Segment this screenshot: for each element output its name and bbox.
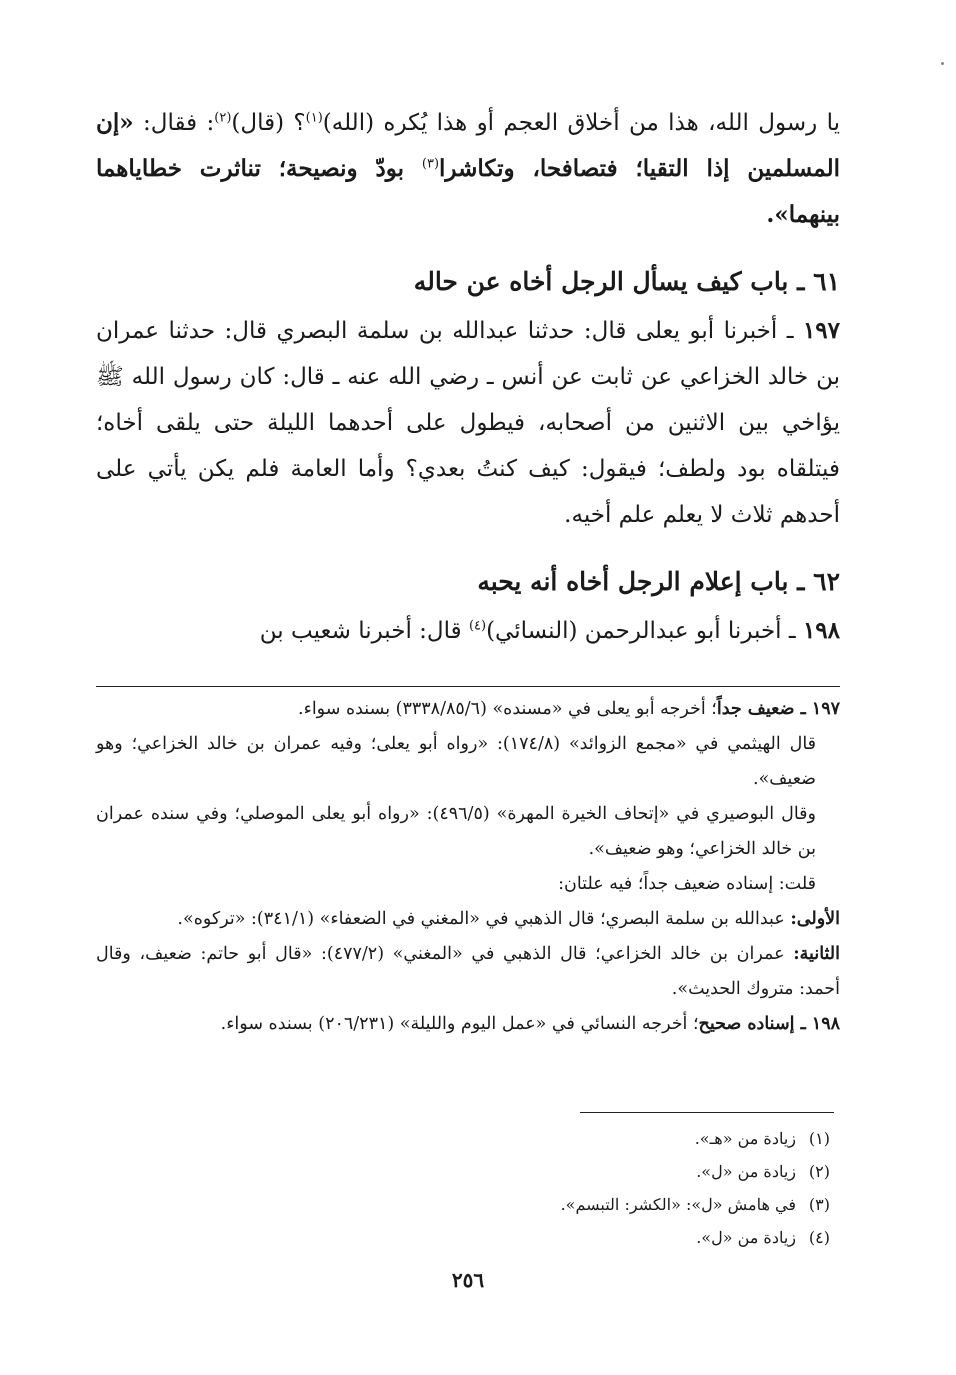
hadith-197: ١٩٧ ـ أخبرنا أبو يعلى قال: حدثنا عبدالله بن سلمة البصري قال: حدثنا عمران بن خالد الخزاعي عن ثابت عن أنس ـ رضي الله عنه ـ قال: كان رسول الله ﷺ يؤاخي بين الاثنين من أصحابه، فيطول على أحدهما الليلة حتى يلقى أخاه؛ فيتلقاه بود ولطف؛ فيقول: كيف كنتُ بعدي؟ وأما العامة فلم يكن يأتي على أحدهم ثلاث لا يعلم علم أخيه. xyxy=(96,317,840,528)
hadith-continuation: يا رسول الله، هذا من أخلاق العجم أو هذا يُكره (الله)$^{(١)}$؟ (قال)$^{(٢)}$: فقال: «إن المسلمين إذا التقيا؛ فتصافحا، وتكاشرا$^{(٣)}$ بودّ ونصيحة؛ تناثرت خطاياهما بينهما». xyxy=(96,109,841,228)
note-197: ١٩٧ ـ ضعيف جداً؛ أخرجه أبو يعلى في «مسنده» (٣٣٣٨/٨٥/٦) بسنده سواء. xyxy=(298,699,840,719)
hadith-number-198: ١٩٨ xyxy=(802,617,840,644)
prophetic-saying: «إن المسلمين إذا التقيا؛ فتصافحا، وتكاشرا xyxy=(96,109,841,182)
note-second-defect: الثانية: عمران بن خالد الخزاعي؛ قال الذهبي في «المغني» (٤٧٧/٢): «قال أبو حاتم: ضعيف، وقال أحمد: متروك الحديث». xyxy=(96,944,841,999)
page-number: ٢٥٦ xyxy=(451,1268,485,1292)
footnotes-divider xyxy=(580,1112,834,1113)
main-text xyxy=(96,100,840,654)
footnote-ref-3[interactable]: (٣) xyxy=(421,156,440,172)
footnote-4: (٤)زيادة من «ل». xyxy=(696,1228,830,1247)
grade-authentic: ـ إسناده صحيح xyxy=(698,1014,812,1034)
footnote-3: (٣)في هامش «ل»: «الكشر: التبسم». xyxy=(560,1195,830,1214)
notes-divider xyxy=(96,686,840,687)
chapter-heading-62: ٦٢ ـ باب إعلام الرجل أخاه أنه يحبه xyxy=(477,567,840,596)
footnote-ref-4[interactable]: (٤) xyxy=(468,618,487,634)
footnote-2: (٢)زيادة من «ل». xyxy=(696,1162,830,1181)
footnote-ref-2[interactable]: (٢) xyxy=(214,110,232,126)
note-haythami: قال الهيثمي في «مجمع الزوائد» (١٧٤/٨): «رواه أبو يعلى؛ وفيه عمران بن خالد الخزاعي؛ وهو ضعيف». xyxy=(96,734,817,789)
note-first-defect: الأولى: عبدالله بن سلمة البصري؛ قال الذهبي في «المغني في الضعفاء» (٣٤١/١): «تركوه». xyxy=(177,909,840,929)
grade-weak: ـ ضعيف جداً xyxy=(716,699,812,719)
hadith-198: ١٩٨ ـ أخبرنا أبو عبدالرحمن (النسائي)$^{(٤)}$ قال: أخبرنا شعيب بن xyxy=(259,617,840,644)
takhrij-notes xyxy=(96,692,840,1042)
note-busiri: وقال البوصيري في «إتحاف الخيرة المهرة» (٤٩٦/٥): «رواه أبو يعلى الموصلي؛ وفي سنده عمران بن خالد الخزاعي؛ وهو ضعيف». xyxy=(96,804,816,859)
chapter-heading-61: ٦١ ـ باب كيف يسأل الرجل أخاه عن حاله xyxy=(413,267,840,296)
hadith-number-197: ١٩٧ xyxy=(802,317,840,344)
footnote-1: (١)زيادة من «هـ». xyxy=(694,1129,830,1148)
footnote-ref-1[interactable]: (١) xyxy=(305,110,323,126)
footnotes xyxy=(96,1122,840,1254)
note-qultu: قلت: إسناده ضعيف جداً؛ فيه علتان: xyxy=(558,874,816,894)
margin-mark xyxy=(941,62,944,65)
book-page xyxy=(96,0,840,1375)
note-198: ١٩٨ ـ إسناده صحيح؛ أخرجه النسائي في «عمل اليوم والليلة» (٢٠٦/٢٣١) بسنده سواء. xyxy=(220,1014,840,1034)
